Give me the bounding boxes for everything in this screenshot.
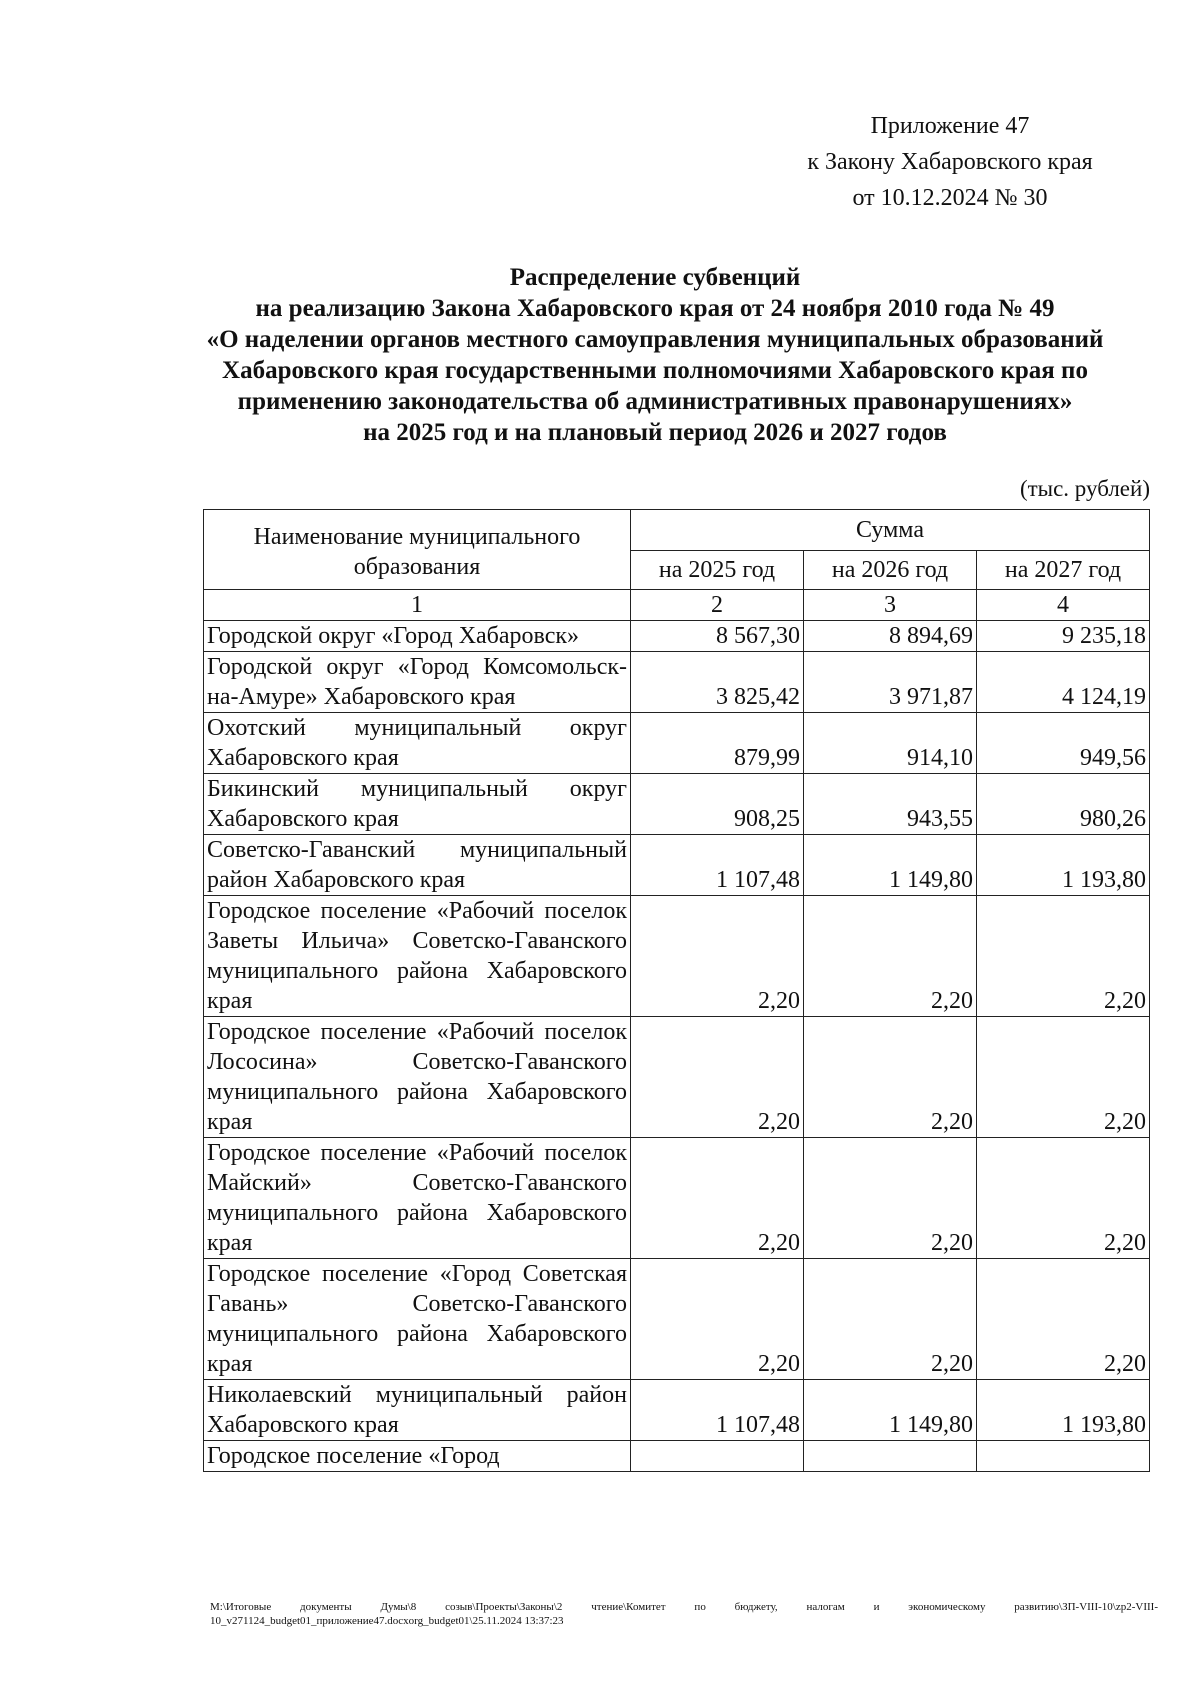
table-row [204, 896, 1150, 1017]
value-2025-cell: 8 567,30 [631, 621, 804, 652]
value-2026-cell: 1 149,80 [804, 835, 977, 896]
units-label: (тыс. рублей) [1019, 476, 1150, 501]
title-line: «О наделении органов местного самоуправления муниципальных образований [206, 326, 1104, 353]
value-2026-cell: 2,20 [804, 1259, 977, 1380]
header-sum: Сумма [631, 510, 1150, 551]
header-year-2026: на 2026 год [804, 551, 977, 590]
value-2027-cell [977, 1441, 1150, 1472]
file-path-footer: М:\Итоговые документы Думы\8 созыв\Проекты\Законы\2 чтение\Комитет по бюджету, налогам и экономическому развитию\ЗП-VIII-10\zp2-VIII-10_v271124_budget01_приложение47.docxorg_budget01\25.11.2024 13:37:23 [210, 1601, 1158, 1627]
value-2026-cell: 914,10 [804, 713, 977, 774]
value-2026-cell [804, 1441, 977, 1472]
value-2027-cell: 980,26 [977, 774, 1150, 835]
column-number: 4 [977, 590, 1150, 621]
header-year-2025: на 2025 год [631, 551, 804, 590]
value-2025-cell: 3 825,42 [631, 652, 804, 713]
value-2025-cell: 879,99 [631, 713, 804, 774]
header-year-2027: на 2027 год [977, 551, 1150, 590]
value-2025-cell: 1 107,48 [631, 1380, 804, 1441]
value-2026-cell: 1 149,80 [804, 1380, 977, 1441]
header-municipality-name: Наименование муниципального образования [204, 510, 631, 590]
appendix-date: от 10.12.2024 № 30 [852, 185, 1048, 211]
column-number: 2 [631, 590, 804, 621]
table-row [204, 1017, 1150, 1138]
value-2026-cell: 3 971,87 [804, 652, 977, 713]
table-row [204, 1138, 1150, 1259]
municipality-name-cell: Охотский муниципальный округ Хабаровского края [204, 713, 631, 774]
municipality-name-cell: Городское поселение «Город Советская Гавань» Советско-Гаванского муниципального района Хабаровского края [204, 1259, 631, 1380]
table-row [204, 713, 1150, 774]
municipality-name-cell: Городской округ «Город Комсомольск-на-Амуре» Хабаровского края [204, 652, 631, 713]
value-2025-cell: 2,20 [631, 1138, 804, 1259]
table-row [204, 621, 1150, 652]
value-2025-cell: 908,25 [631, 774, 804, 835]
value-2025-cell: 2,20 [631, 896, 804, 1017]
title-line: на реализацию Закона Хабаровского края от 24 ноября 2010 года № 49 [255, 295, 1055, 322]
subvention-table [203, 509, 1150, 1472]
appendix-number: Приложение 47 [870, 113, 1030, 139]
column-number: 1 [204, 590, 631, 621]
table-row [204, 1380, 1150, 1441]
municipality-name-cell: Городской округ «Город Хабаровск» [204, 621, 631, 652]
value-2027-cell: 4 124,19 [977, 652, 1150, 713]
municipality-name-cell: Городское поселение «Рабочий поселок Майский» Советско-Гаванского муниципального района Хабаровского края [204, 1138, 631, 1259]
value-2027-cell: 1 193,80 [977, 835, 1150, 896]
table-header-row [204, 510, 1150, 551]
document-title [150, 262, 1160, 448]
table-row [204, 1259, 1150, 1380]
value-2026-cell: 8 894,69 [804, 621, 977, 652]
title-line: Хабаровского края государственными полномочиями Хабаровского края по [222, 357, 1088, 384]
title-line: применению законодательства об административных правонарушениях» [237, 388, 1073, 415]
municipality-name-cell: Городское поселение «Рабочий поселок Лососина» Советско-Гаванского муниципального района Хабаровского края [204, 1017, 631, 1138]
column-numbers-row [204, 590, 1150, 621]
value-2025-cell [631, 1441, 804, 1472]
value-2026-cell: 943,55 [804, 774, 977, 835]
value-2027-cell: 2,20 [977, 1259, 1150, 1380]
appendix-header [760, 108, 1140, 216]
value-2027-cell: 2,20 [977, 1138, 1150, 1259]
title-line: Распределение субвенций [509, 264, 801, 291]
value-2025-cell: 2,20 [631, 1259, 804, 1380]
column-number: 3 [804, 590, 977, 621]
municipality-name-cell: Городское поселение «Город [204, 1441, 631, 1472]
value-2025-cell: 1 107,48 [631, 835, 804, 896]
table-row [204, 774, 1150, 835]
table-row [204, 1441, 1150, 1472]
table-row [204, 652, 1150, 713]
municipality-name-cell: Советско-Гаванский муниципальный район Хабаровского края [204, 835, 631, 896]
municipality-name-cell: Бикинский муниципальный округ Хабаровского края [204, 774, 631, 835]
value-2027-cell: 1 193,80 [977, 1380, 1150, 1441]
value-2026-cell: 2,20 [804, 896, 977, 1017]
municipality-name-cell: Николаевский муниципальный район Хабаровского края [204, 1380, 631, 1441]
value-2027-cell: 2,20 [977, 1017, 1150, 1138]
value-2025-cell: 2,20 [631, 1017, 804, 1138]
value-2027-cell: 949,56 [977, 713, 1150, 774]
table-row [204, 835, 1150, 896]
municipality-name-cell: Городское поселение «Рабочий поселок Заветы Ильича» Советско-Гаванского муниципального района Хабаровского края [204, 896, 631, 1017]
value-2027-cell: 2,20 [977, 896, 1150, 1017]
value-2027-cell: 9 235,18 [977, 621, 1150, 652]
title-line: на 2025 год и на плановый период 2026 и 2027 годов [363, 419, 947, 446]
value-2026-cell: 2,20 [804, 1138, 977, 1259]
value-2026-cell: 2,20 [804, 1017, 977, 1138]
appendix-law-reference: к Закону Хабаровского края [807, 149, 1093, 175]
